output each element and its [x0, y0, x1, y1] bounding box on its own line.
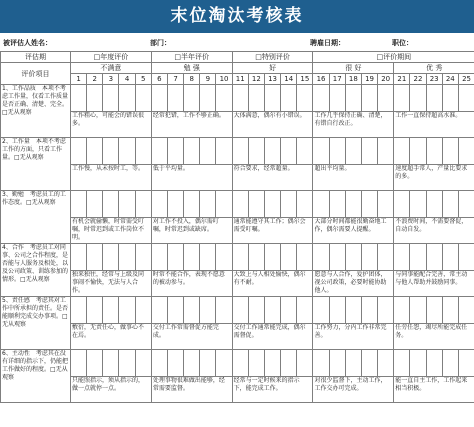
evaluation-item-label: 2、工作量 本项不考虑工作的方面，只看工作量。□无从观察 — [1, 138, 71, 191]
score-checkbox-cell[interactable] — [167, 85, 183, 112]
grade-description: 对很少监督下，主动工作，工作交办可完成。 — [313, 377, 394, 403]
grade-header: 好 — [232, 63, 313, 74]
score-checkbox-cell[interactable] — [184, 191, 200, 218]
score-checkbox-cell[interactable] — [426, 85, 442, 112]
score-checkbox-cell[interactable] — [264, 138, 280, 165]
score-checkbox-cell[interactable] — [361, 191, 377, 218]
score-checkbox-cell[interactable] — [297, 297, 313, 324]
grade-description: 能一直自主工作，工作起来相当积极。 — [394, 377, 474, 403]
grade-description: 速度超手常人，产量比要求的多。 — [394, 165, 474, 191]
score-number: 21 — [394, 74, 410, 85]
evaluation-item-label: 4、合作 考虑员工对同事、公司之合作程度，是否能与人服务及相处，以及公司政策、训练参加的情形。□无从观察 — [1, 244, 71, 297]
score-checkbox-cell[interactable] — [216, 138, 232, 165]
score-checkbox-cell[interactable] — [232, 297, 248, 324]
score-checkbox-cell[interactable] — [103, 191, 119, 218]
score-checkbox-cell[interactable] — [167, 244, 183, 271]
period-label: 评估期 — [1, 52, 71, 63]
score-checkbox-cell[interactable] — [410, 244, 426, 271]
score-checkbox-cell[interactable] — [394, 85, 410, 112]
score-checkbox-cell[interactable] — [103, 297, 119, 324]
score-checkbox-cell[interactable] — [103, 138, 119, 165]
evaluation-table — [0, 51, 474, 403]
score-checkbox-cell[interactable] — [378, 350, 394, 377]
score-checkbox-cell[interactable] — [264, 350, 280, 377]
grade-description: 与同事能配合完善，常主动与他人帮助并鼓励同事。 — [394, 271, 474, 297]
score-checkbox-cell[interactable] — [184, 138, 200, 165]
score-checkbox-cell[interactable] — [232, 350, 248, 377]
score-checkbox-cell[interactable] — [135, 244, 151, 271]
grade-description: 交付工作常需督促方能完成。 — [151, 324, 232, 350]
grade-description: 大致上与人相处愉快，偶尔有不耐。 — [232, 271, 313, 297]
grade-description: 愿意与人合作，爱护团体，视公司政策，必要时能协助他人。 — [313, 271, 394, 297]
grade-description: 独来独往，经常与上级及同事闹不愉快，无法与人合作。 — [71, 271, 152, 297]
score-checkbox-cell[interactable] — [297, 350, 313, 377]
score-checkbox-cell[interactable] — [378, 244, 394, 271]
score-checkbox-cell[interactable] — [458, 350, 474, 377]
score-checkbox-cell[interactable] — [361, 85, 377, 112]
score-checkbox-cell[interactable] — [216, 350, 232, 377]
score-checkbox-cell[interactable] — [232, 244, 248, 271]
score-checkbox-cell[interactable] — [200, 138, 216, 165]
score-checkbox-cell[interactable] — [248, 191, 264, 218]
score-checkbox-cell[interactable] — [361, 244, 377, 271]
score-checkbox-cell[interactable] — [216, 297, 232, 324]
name-label: 被评估人姓名： — [3, 39, 52, 47]
score-checkbox-cell[interactable] — [200, 244, 216, 271]
score-checkbox-cell[interactable] — [167, 138, 183, 165]
grade-description: 敷衍，无责任心，做事心不在焉。 — [71, 324, 152, 350]
score-number: 9 — [200, 74, 216, 85]
score-checkbox-cell[interactable] — [87, 297, 103, 324]
score-checkbox-cell[interactable] — [248, 85, 264, 112]
score-checkbox-cell[interactable] — [410, 191, 426, 218]
score-checkbox-cell[interactable] — [184, 350, 200, 377]
dept-label: 部门： — [150, 39, 171, 47]
score-number: 19 — [361, 74, 377, 85]
score-checkbox-cell[interactable] — [151, 297, 167, 324]
score-checkbox-cell[interactable] — [264, 244, 280, 271]
score-checkbox-cell[interactable] — [378, 138, 394, 165]
evaluation-item-label: 5、责任感 考虑其对工作中所承担的责任。是否能顺利完成交办事项。□无从观察 — [1, 297, 71, 350]
grade-description: 大部分时间都能很勤奋地工作，偶尔需要人提醒。 — [313, 218, 394, 244]
score-checkbox-cell[interactable] — [103, 85, 119, 112]
score-checkbox-cell[interactable] — [458, 244, 474, 271]
score-checkbox-cell[interactable] — [119, 350, 135, 377]
score-number: 8 — [184, 74, 200, 85]
score-checkbox-cell[interactable] — [87, 350, 103, 377]
score-checkbox-cell[interactable] — [345, 350, 361, 377]
page-title: 末位淘汰考核表 — [0, 0, 474, 33]
grade-description: 低于平均量。 — [151, 165, 232, 191]
score-number: 13 — [264, 74, 280, 85]
score-checkbox-cell[interactable] — [297, 191, 313, 218]
score-checkbox-cell[interactable] — [410, 350, 426, 377]
score-checkbox-cell[interactable] — [329, 350, 345, 377]
score-checkbox-cell[interactable] — [216, 244, 232, 271]
evaluation-item-label: 6、主动性 考虑其在没有详细的指示下，仍能把工作做好的程度。□无从观察 — [1, 350, 71, 403]
score-checkbox-cell[interactable] — [329, 138, 345, 165]
grade-description: 处理事物很难做出能够，经常需要监督。 — [151, 377, 232, 403]
score-checkbox-cell[interactable] — [345, 244, 361, 271]
score-checkbox-cell[interactable] — [71, 138, 87, 165]
score-checkbox-cell[interactable] — [361, 297, 377, 324]
score-checkbox-cell[interactable] — [135, 138, 151, 165]
score-checkbox-cell[interactable] — [442, 191, 458, 218]
score-checkbox-cell[interactable] — [297, 85, 313, 112]
score-checkbox-cell[interactable] — [232, 85, 248, 112]
score-checkbox-cell[interactable] — [426, 244, 442, 271]
score-checkbox-cell[interactable] — [426, 297, 442, 324]
grade-header: 不满意 — [71, 63, 152, 74]
grade-description: 不浪费时间，不需要督促，自动自发。 — [394, 218, 474, 244]
evaluation-item-label: 1、工作品质 本项不考虑工作量，仅看工作质量是否正确、清楚、完全。□无从观察 — [1, 85, 71, 138]
grade-description: 有机会就偷懒，时常需受叮嘱，时常迟到或工作岗位不明。 — [71, 218, 152, 244]
employee-info-row — [0, 33, 474, 52]
score-checkbox-cell[interactable] — [87, 138, 103, 165]
grade-description: 交付工作通常能完成，偶尔需督促。 — [232, 324, 313, 350]
score-checkbox-cell[interactable] — [281, 85, 297, 112]
score-checkbox-cell[interactable] — [71, 244, 87, 271]
grade-description: 任劳任怨，竭尽所能完成任务。 — [394, 324, 474, 350]
score-checkbox-cell[interactable] — [200, 191, 216, 218]
score-checkbox-cell[interactable] — [135, 297, 151, 324]
score-checkbox-cell[interactable] — [119, 297, 135, 324]
score-checkbox-cell[interactable] — [184, 297, 200, 324]
score-checkbox-cell[interactable] — [200, 350, 216, 377]
score-checkbox-cell[interactable] — [458, 191, 474, 218]
score-number: 11 — [232, 74, 248, 85]
score-number: 2 — [87, 74, 103, 85]
score-checkbox-cell[interactable] — [87, 244, 103, 271]
score-checkbox-cell[interactable] — [87, 85, 103, 112]
score-checkbox-cell[interactable] — [361, 138, 377, 165]
score-checkbox-cell[interactable] — [167, 297, 183, 324]
score-checkbox-cell[interactable] — [119, 244, 135, 271]
score-checkbox-cell[interactable] — [135, 350, 151, 377]
score-checkbox-cell[interactable] — [71, 350, 87, 377]
score-checkbox-cell[interactable] — [345, 85, 361, 112]
period-option-probation[interactable]: □评价期间 — [313, 52, 474, 63]
score-checkbox-cell[interactable] — [200, 85, 216, 112]
score-number: 16 — [313, 74, 329, 85]
score-checkbox-cell[interactable] — [71, 191, 87, 218]
score-number: 17 — [329, 74, 345, 85]
score-checkbox-cell[interactable] — [151, 191, 167, 218]
score-checkbox-cell[interactable] — [458, 138, 474, 165]
score-checkbox-cell[interactable] — [167, 350, 183, 377]
grade-header: 优 秀 — [394, 63, 474, 74]
grade-description: 工作努力，分内工作非常完善。 — [313, 324, 394, 350]
score-checkbox-cell[interactable] — [151, 350, 167, 377]
score-checkbox-cell[interactable] — [313, 85, 329, 112]
score-number: 14 — [281, 74, 297, 85]
score-checkbox-cell[interactable] — [313, 244, 329, 271]
score-checkbox-cell[interactable] — [442, 350, 458, 377]
score-checkbox-cell[interactable] — [71, 85, 87, 112]
score-checkbox-cell[interactable] — [442, 138, 458, 165]
score-checkbox-cell[interactable] — [313, 297, 329, 324]
score-checkbox-cell[interactable] — [281, 244, 297, 271]
score-checkbox-cell[interactable] — [135, 85, 151, 112]
score-checkbox-cell[interactable] — [103, 244, 119, 271]
score-checkbox-cell[interactable] — [232, 138, 248, 165]
score-checkbox-cell[interactable] — [458, 297, 474, 324]
score-checkbox-cell[interactable] — [119, 138, 135, 165]
score-number: 22 — [410, 74, 426, 85]
grade-description: 超出平均量。 — [313, 165, 394, 191]
score-checkbox-cell[interactable] — [281, 350, 297, 377]
score-checkbox-cell[interactable] — [248, 297, 264, 324]
grade-description: 只能照指示，须从指示的，做一点就停一点。 — [71, 377, 152, 403]
score-checkbox-cell[interactable] — [151, 138, 167, 165]
score-number: 1 — [71, 74, 87, 85]
score-checkbox-cell[interactable] — [329, 297, 345, 324]
score-checkbox-cell[interactable] — [394, 350, 410, 377]
score-checkbox-cell[interactable] — [410, 138, 426, 165]
score-checkbox-cell[interactable] — [329, 85, 345, 112]
grade-description: 对工作不投入，偶尔需叮嘱，时常迟到或缺席。 — [151, 218, 232, 244]
score-checkbox-cell[interactable] — [281, 297, 297, 324]
score-number: 12 — [248, 74, 264, 85]
score-checkbox-cell[interactable] — [281, 191, 297, 218]
score-checkbox-cell[interactable] — [119, 85, 135, 112]
score-checkbox-cell[interactable] — [297, 138, 313, 165]
grade-description: 经常犯错，工作不够正确。 — [151, 112, 232, 138]
grade-description: 通常能遵守其工作；偶尔会需受叮嘱。 — [232, 218, 313, 244]
score-checkbox-cell[interactable] — [361, 350, 377, 377]
score-number: 25 — [458, 74, 474, 85]
period-option-year[interactable]: □年度评价 — [71, 52, 152, 63]
hire-date-label: 聘雇日期： — [310, 39, 345, 47]
score-checkbox-cell[interactable] — [200, 297, 216, 324]
score-checkbox-cell[interactable] — [184, 85, 200, 112]
score-checkbox-cell[interactable] — [264, 191, 280, 218]
score-checkbox-cell[interactable] — [167, 191, 183, 218]
score-checkbox-cell[interactable] — [426, 191, 442, 218]
score-checkbox-cell[interactable] — [394, 191, 410, 218]
score-number: 10 — [216, 74, 232, 85]
score-checkbox-cell[interactable] — [426, 138, 442, 165]
grade-description: 大体满意，偶尔有小错误。 — [232, 112, 313, 138]
score-checkbox-cell[interactable] — [135, 191, 151, 218]
score-checkbox-cell[interactable] — [345, 191, 361, 218]
grade-description: 工作一直保持超高水准。 — [394, 112, 474, 138]
score-checkbox-cell[interactable] — [394, 297, 410, 324]
score-number: 7 — [167, 74, 183, 85]
score-checkbox-cell[interactable] — [378, 297, 394, 324]
score-checkbox-cell[interactable] — [87, 191, 103, 218]
score-checkbox-cell[interactable] — [248, 244, 264, 271]
score-number: 24 — [442, 74, 458, 85]
score-checkbox-cell[interactable] — [442, 297, 458, 324]
score-number: 4 — [119, 74, 135, 85]
score-checkbox-cell[interactable] — [119, 191, 135, 218]
score-checkbox-cell[interactable] — [313, 350, 329, 377]
score-checkbox-cell[interactable] — [378, 191, 394, 218]
score-checkbox-cell[interactable] — [442, 85, 458, 112]
score-checkbox-cell[interactable] — [394, 138, 410, 165]
grade-description: 工作几乎保持正确、清楚，有错自行改正。 — [313, 112, 394, 138]
grade-description: 符合要求，经常超量。 — [232, 165, 313, 191]
score-number: 5 — [135, 74, 151, 85]
score-checkbox-cell[interactable] — [426, 350, 442, 377]
score-checkbox-cell[interactable] — [345, 297, 361, 324]
score-checkbox-cell[interactable] — [442, 244, 458, 271]
evaluation-item-label: 3、勤勉 考虑员工的工作态度。□无从观察 — [1, 191, 71, 244]
grade-description: 经常与一定时候来的指示下，能完成工作。 — [232, 377, 313, 403]
score-checkbox-cell[interactable] — [281, 138, 297, 165]
score-checkbox-cell[interactable] — [264, 297, 280, 324]
score-number: 23 — [426, 74, 442, 85]
period-option-half[interactable]: □半年评价 — [151, 52, 232, 63]
score-number: 3 — [103, 74, 119, 85]
score-checkbox-cell[interactable] — [394, 244, 410, 271]
grade-header: 很 好 — [313, 63, 394, 74]
grade-header: 勉 强 — [151, 63, 232, 74]
score-checkbox-cell[interactable] — [248, 138, 264, 165]
score-checkbox-cell[interactable] — [313, 191, 329, 218]
item-header: 评价项目 — [1, 63, 71, 85]
grade-description: 工作粗心，可能会的错误很多。 — [71, 112, 152, 138]
score-checkbox-cell[interactable] — [216, 85, 232, 112]
score-number: 6 — [151, 74, 167, 85]
score-checkbox-cell[interactable] — [410, 297, 426, 324]
score-checkbox-cell[interactable] — [329, 191, 345, 218]
grade-description: 时常不能合作，表现不愿意的被动参与。 — [151, 271, 232, 297]
score-checkbox-cell[interactable] — [410, 85, 426, 112]
score-checkbox-cell[interactable] — [248, 350, 264, 377]
score-checkbox-cell[interactable] — [329, 244, 345, 271]
score-number: 15 — [297, 74, 313, 85]
score-checkbox-cell[interactable] — [232, 191, 248, 218]
score-checkbox-cell[interactable] — [297, 244, 313, 271]
position-label: 职位： — [392, 39, 413, 47]
score-checkbox-cell[interactable] — [71, 297, 87, 324]
score-checkbox-cell[interactable] — [103, 350, 119, 377]
grade-description: 工作慢，从未按时工，等。 — [71, 165, 152, 191]
score-checkbox-cell[interactable] — [151, 244, 167, 271]
score-checkbox-cell[interactable] — [264, 85, 280, 112]
score-number: 18 — [345, 74, 361, 85]
score-checkbox-cell[interactable] — [151, 85, 167, 112]
score-checkbox-cell[interactable] — [184, 244, 200, 271]
period-option-special[interactable]: □特别评价 — [232, 52, 313, 63]
score-checkbox-cell[interactable] — [458, 85, 474, 112]
score-checkbox-cell[interactable] — [345, 138, 361, 165]
score-checkbox-cell[interactable] — [216, 191, 232, 218]
score-checkbox-cell[interactable] — [378, 85, 394, 112]
score-number: 20 — [378, 74, 394, 85]
score-checkbox-cell[interactable] — [313, 138, 329, 165]
